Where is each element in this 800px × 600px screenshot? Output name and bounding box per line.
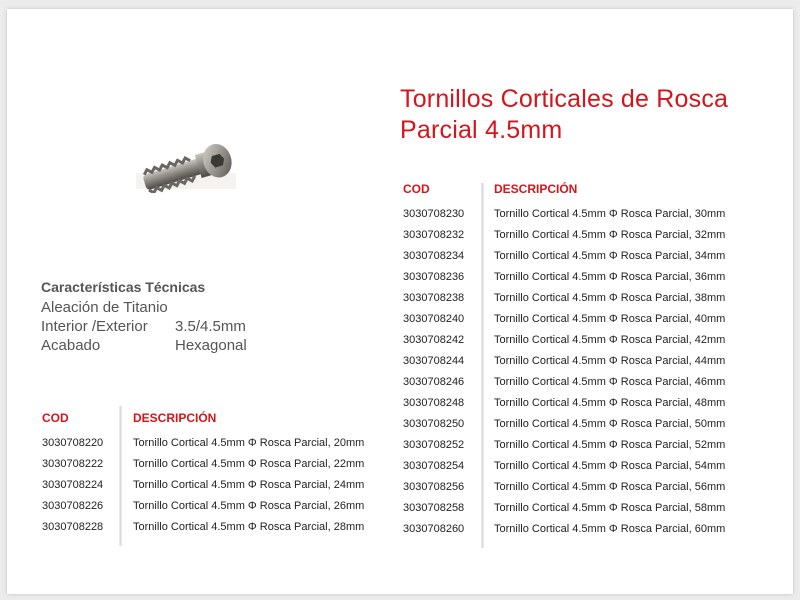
- header-code: COD: [42, 411, 69, 425]
- screw-icon: [130, 127, 242, 193]
- product-code: 3030708260: [403, 523, 465, 535]
- table-row: [403, 250, 763, 271]
- product-description: Tornillo Cortical 4.5mm Φ Rosca Parcial, 20mm: [133, 437, 365, 449]
- header-description: DESCRIPCIÓN: [133, 411, 217, 425]
- product-description: Tornillo Cortical 4.5mm Φ Rosca Parcial, 22mm: [133, 458, 365, 470]
- spec-material: Aleación de Titanio: [41, 299, 168, 316]
- spec-label: Acabado: [41, 337, 101, 354]
- table-row: [403, 397, 763, 418]
- product-description: Tornillo Cortical 4.5mm Φ Rosca Parcial, 52mm: [494, 439, 726, 451]
- table-row: [403, 355, 763, 376]
- product-code: 3030708236: [403, 271, 465, 283]
- product-description: Tornillo Cortical 4.5mm Φ Rosca Parcial, 34mm: [494, 250, 726, 262]
- page-title: Tornillos Corticales de Rosca Parcial 4.5mm: [400, 85, 729, 144]
- product-description: Tornillo Cortical 4.5mm Φ Rosca Parcial, 54mm: [494, 460, 726, 472]
- product-description: Tornillo Cortical 4.5mm Φ Rosca Parcial, 36mm: [494, 271, 726, 283]
- product-table-left: [42, 411, 387, 542]
- product-description: Tornillo Cortical 4.5mm Φ Rosca Parcial, 28mm: [133, 521, 365, 533]
- table-row: [403, 460, 763, 481]
- table-row: [403, 229, 763, 250]
- table-row: [42, 521, 387, 542]
- table-row: [403, 292, 763, 313]
- table-header: [42, 411, 387, 433]
- product-code: 3030708242: [403, 334, 465, 346]
- product-description: Tornillo Cortical 4.5mm Φ Rosca Parcial, 44mm: [494, 355, 726, 367]
- spec-row-diameter: [41, 317, 247, 336]
- table-row: [403, 376, 763, 397]
- product-code: 3030708230: [403, 208, 465, 220]
- product-code: 3030708228: [42, 521, 104, 533]
- spec-value: Hexagonal: [175, 337, 247, 354]
- product-code: 3030708222: [42, 458, 104, 470]
- product-description: Tornillo Cortical 4.5mm Φ Rosca Parcial, 40mm: [494, 313, 726, 325]
- table-header: [403, 182, 763, 204]
- product-table-right: [403, 182, 763, 544]
- spec-row-finish: [41, 336, 247, 355]
- table-row: [42, 458, 387, 479]
- product-code: 3030708246: [403, 376, 465, 388]
- product-code: 3030708248: [403, 397, 465, 409]
- specs-heading: Características Técnicas: [41, 279, 206, 295]
- table-row: [403, 418, 763, 439]
- header-description: DESCRIPCIÓN: [494, 182, 578, 196]
- table-row: [403, 208, 763, 229]
- product-code: 3030708220: [42, 437, 104, 449]
- spec-label: Interior /Exterior: [41, 318, 148, 335]
- header-code: COD: [403, 182, 430, 196]
- product-description: Tornillo Cortical 4.5mm Φ Rosca Parcial, 56mm: [494, 481, 726, 493]
- product-description: Tornillo Cortical 4.5mm Φ Rosca Parcial, 46mm: [494, 376, 726, 388]
- product-code: 3030708250: [403, 418, 465, 430]
- product-code: 3030708232: [403, 229, 465, 241]
- table-row: [42, 479, 387, 500]
- table-row: [403, 481, 763, 502]
- product-description: Tornillo Cortical 4.5mm Φ Rosca Parcial, 60mm: [494, 523, 726, 535]
- product-description: Tornillo Cortical 4.5mm Φ Rosca Parcial, 58mm: [494, 502, 726, 514]
- product-description: Tornillo Cortical 4.5mm Φ Rosca Parcial, 32mm: [494, 229, 726, 241]
- product-code: 3030708256: [403, 481, 465, 493]
- table-row: [403, 439, 763, 460]
- product-description: Tornillo Cortical 4.5mm Φ Rosca Parcial, 48mm: [494, 397, 726, 409]
- table-row: [42, 500, 387, 521]
- product-description: Tornillo Cortical 4.5mm Φ Rosca Parcial, 26mm: [133, 500, 365, 512]
- product-code: 3030708226: [42, 500, 104, 512]
- product-description: Tornillo Cortical 4.5mm Φ Rosca Parcial, 30mm: [494, 208, 726, 220]
- product-description: Tornillo Cortical 4.5mm Φ Rosca Parcial, 24mm: [133, 479, 365, 491]
- product-code: 3030708254: [403, 460, 465, 472]
- product-description: Tornillo Cortical 4.5mm Φ Rosca Parcial, 42mm: [494, 334, 726, 346]
- table-row: [403, 313, 763, 334]
- product-code: 3030708240: [403, 313, 465, 325]
- spec-value: 3.5/4.5mm: [175, 318, 246, 335]
- product-code: 3030708244: [403, 355, 465, 367]
- product-description: Tornillo Cortical 4.5mm Φ Rosca Parcial, 38mm: [494, 292, 726, 304]
- table-row: [403, 334, 763, 355]
- table-row: [42, 437, 387, 458]
- product-code: 3030708224: [42, 479, 104, 491]
- product-code: 3030708234: [403, 250, 465, 262]
- table-row: [403, 502, 763, 523]
- product-description: Tornillo Cortical 4.5mm Φ Rosca Parcial, 50mm: [494, 418, 726, 430]
- product-code: 3030708238: [403, 292, 465, 304]
- table-row: [403, 271, 763, 292]
- product-code: 3030708258: [403, 502, 465, 514]
- product-code: 3030708252: [403, 439, 465, 451]
- technical-specs: [41, 279, 247, 355]
- table-row: [403, 523, 763, 544]
